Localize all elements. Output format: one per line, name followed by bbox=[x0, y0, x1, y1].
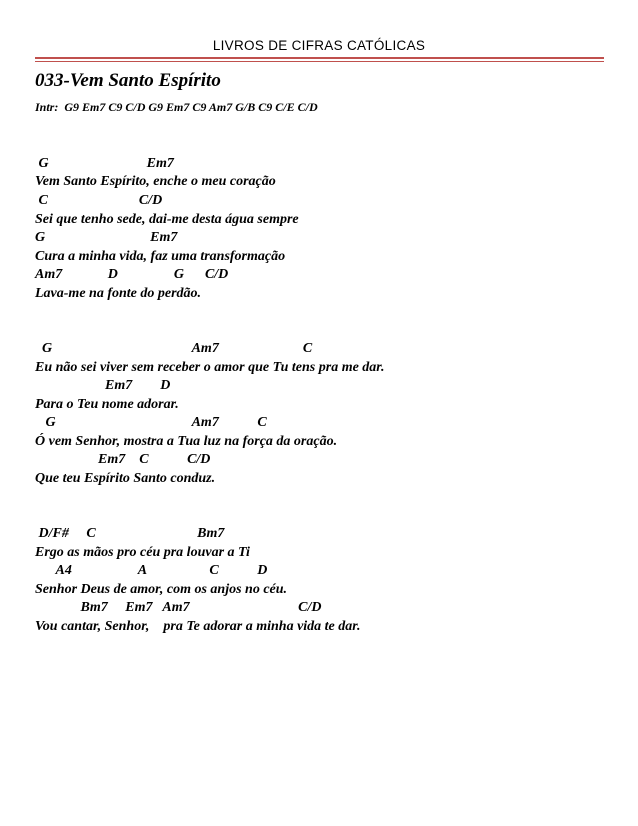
chord-line: Am7 D G C/D bbox=[35, 267, 229, 282]
chord-line: Bm7 Em7 Am7 C/D bbox=[35, 600, 322, 615]
chord-line: C C/D bbox=[35, 193, 163, 208]
lyric-line: Eu não sei viver sem receber o amor que Tu tens pra me dar. bbox=[35, 360, 385, 375]
header-rule-thick bbox=[35, 57, 604, 59]
header-rule-thin bbox=[35, 61, 604, 62]
lyric-line: Vou cantar, Senhor, pra Te adorar a minha vida te dar. bbox=[35, 619, 361, 634]
chord-line: G Am7 C bbox=[35, 415, 267, 430]
lyric-line: Cura a minha vida, faz uma transformação bbox=[35, 249, 286, 264]
lyric-line: Que teu Espírito Santo conduz. bbox=[35, 471, 216, 486]
song-intro: Intr: G9 Em7 C9 C/D G9 Em7 C9 Am7 G/B C9 C/E C/D bbox=[35, 100, 318, 114]
chord-line: D/F# C Bm7 bbox=[35, 526, 225, 541]
lyric-line: Ó vem Senhor, mostra a Tua luz na força da oração. bbox=[35, 434, 338, 449]
lyric-line: Lava-me na fonte do perdão. bbox=[35, 286, 202, 301]
lyric-line: Vem Santo Espírito, enche o meu coração bbox=[35, 174, 276, 189]
chord-line: A4 A C D bbox=[35, 563, 268, 578]
page-header: LIVROS DE CIFRAS CATÓLICAS bbox=[212, 38, 426, 53]
chord-line: G Em7 bbox=[35, 156, 174, 171]
lyric-line: Senhor Deus de amor, com os anjos no céu. bbox=[35, 582, 288, 597]
lyric-line: Para o Teu nome adorar. bbox=[35, 397, 179, 412]
chord-line: G Em7 bbox=[35, 230, 178, 245]
chord-line: Em7 D bbox=[35, 378, 171, 393]
chord-line: Em7 C C/D bbox=[35, 452, 211, 467]
song-title: 033-Vem Santo Espírito bbox=[35, 70, 221, 91]
lyric-line: Sei que tenho sede, dai-me desta água sempre bbox=[35, 212, 299, 227]
lyric-line: Ergo as mãos pro céu pra louvar a Ti bbox=[35, 545, 250, 560]
chord-line: G Am7 C bbox=[35, 341, 313, 356]
